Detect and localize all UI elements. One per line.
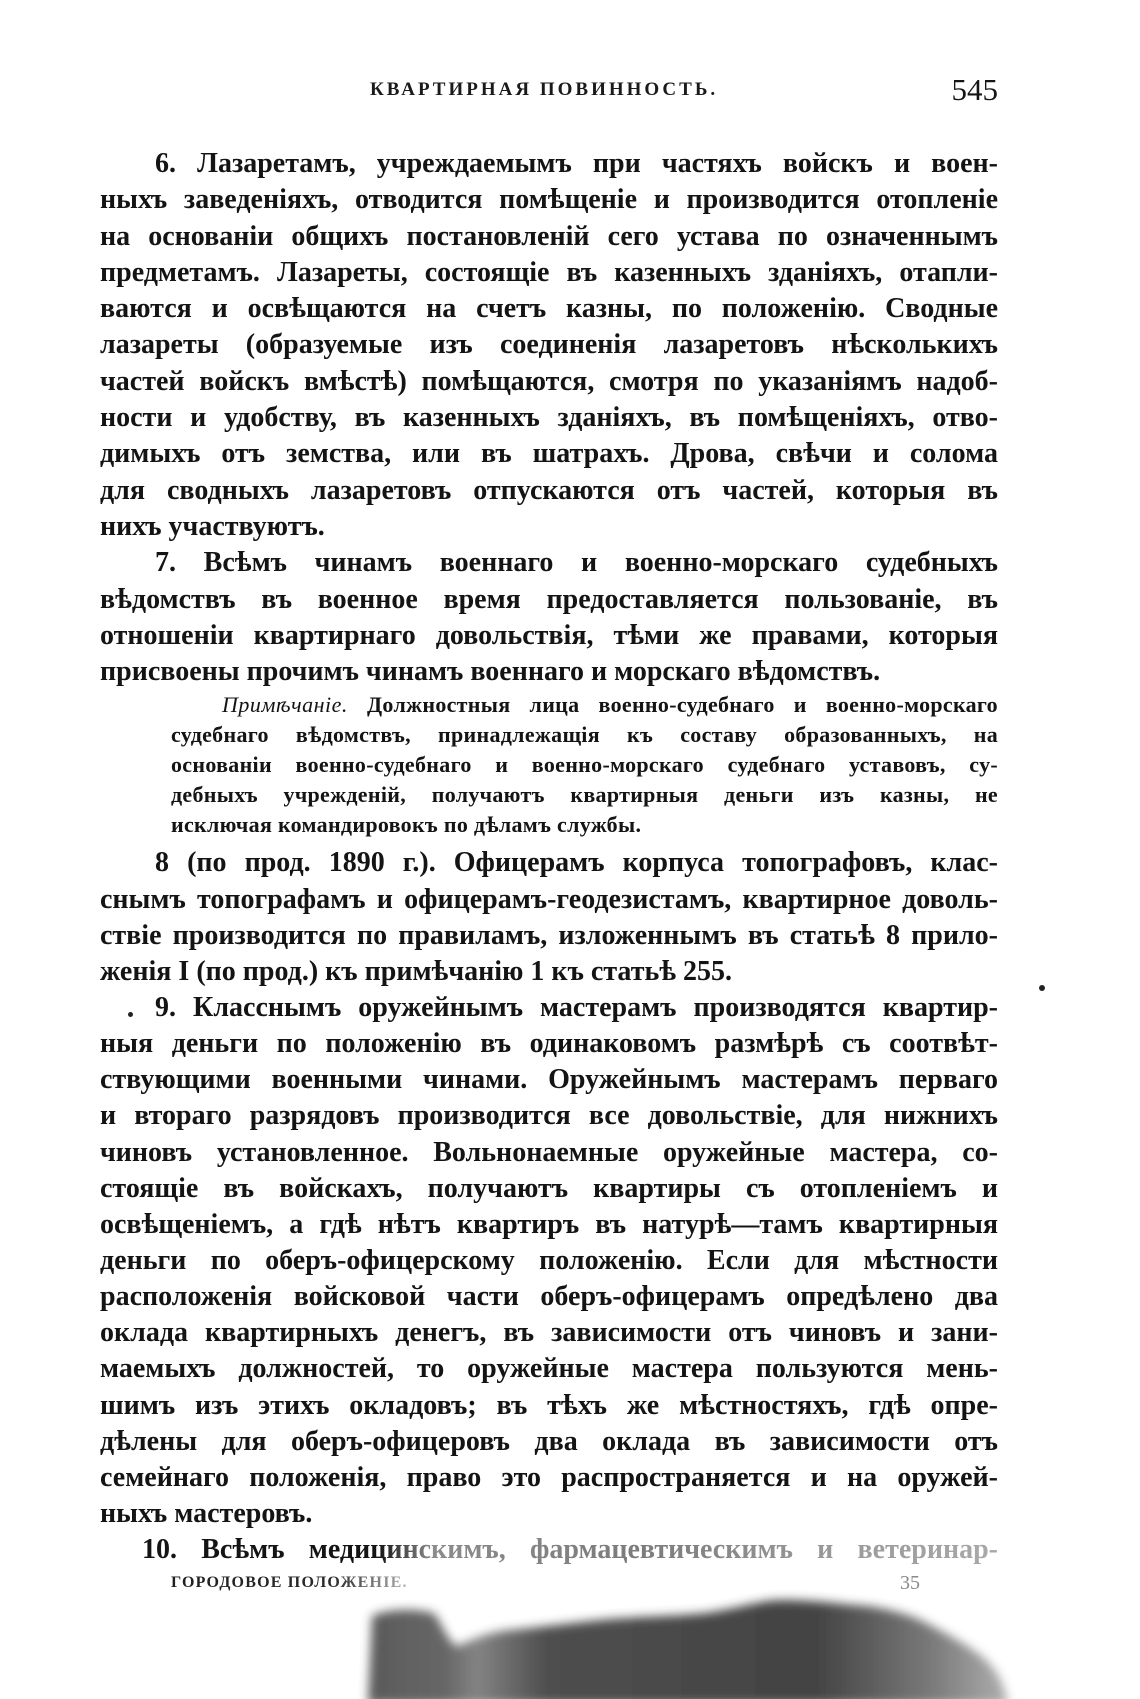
text-line: 6. Лазаретамъ, учреждаемымъ при частяхъ войскъ и воен- [155,148,998,179]
article-10 [100,1532,998,1568]
text-line: ности и удобству, въ казенныхъ зданіяхъ, въ помѣщеніяхъ, отво- [100,402,998,434]
text-line: шимъ изъ этихъ окладовъ; въ тѣхъ же мѣстностяхъ, гдѣ опре- [100,1389,998,1421]
page-number: 545 [951,72,998,107]
scan-shadow [350,1586,1030,1699]
text-line: на основаніи общихъ постановленій сего устава по означеннымъ [100,220,998,252]
article-8 [100,845,998,990]
article-7 [100,545,998,840]
text-line: для сводныхъ лазаретовъ отпускаются отъ частей, которыя въ [100,474,998,506]
text-line: и втораго разрядовъ производится все довольствіе, для нижнихъ [100,1100,998,1132]
text-line: семейнаго положенія, право это распространяется и на оружей- [100,1461,998,1493]
running-title: КВАРТИРНАЯ ПОВИННОСТЬ. [370,79,719,100]
text-line: вѣдомствъ въ военное время предоставляется пользованіе, въ [100,583,998,615]
note-line: судебнаго вѣдомствъ, принадлежащія къ составу образованныхъ, на [171,722,998,748]
text-line: расположенія войсковой части оберъ-офицерамъ опредѣлено два [100,1281,998,1313]
signature-number: 35 [900,1572,920,1594]
scan-speck [128,1012,133,1017]
text-line: 8 (по прод. 1890 г.). Офицерамъ корпуса топографовъ, клас- [155,847,998,879]
signature-title: ГОРОДОВОЕ ПОЛОЖЕНІЕ. [171,1572,408,1594]
note-label: Примѣчаніе. [222,692,348,718]
note-line: дебныхъ учрежденій, получаютъ квартирныя деньги изъ казны, не [171,782,998,808]
page-text [100,146,998,1568]
text-line: ваются и освѣщаются на счетъ казны, по положенію. Сводные [100,293,998,325]
text-line: ствующими военными чинами. Оружейнымъ мастерамъ перваго [100,1064,998,1096]
text-line: освѣщеніемъ, а гдѣ нѣтъ квартиръ въ натурѣ—тамъ квартирныя [100,1208,998,1240]
note [171,690,998,840]
text-line: 9. Класснымъ оружейнымъ мастерамъ производятся квартир- [155,992,998,1024]
text-line: дѣлены для оберъ-офицеровъ два оклада въ зависимости отъ [100,1425,998,1457]
text-line: 10. Всѣмъ медицинскимъ, фармацевтическимъ и ветеринар- [100,1532,998,1568]
text-line: отношеніи квартирнаго довольствія, тѣми же правами, которыя [100,619,998,651]
note-line: исключая командировокъ по дѣламъ службы. [171,812,642,838]
scan-shadow-shape [368,1600,1008,1699]
text-line: присвоены прочимъ чинамъ военнаго и морскаго вѣдомствъ. [100,656,881,688]
text-line: женія I (по прод.) къ примѣчанію 1 къ статьѣ 255. [100,955,733,987]
text-line: оклада квартирныхъ денегъ, въ зависимости отъ чиновъ и зани- [100,1317,998,1349]
text-line: нихъ участвуютъ. [100,510,325,542]
text-line: димыхъ отъ земства, или въ шатрахъ. Дрова, свѣчи и солома [100,438,998,470]
text-line: ствіе производится по правиламъ, изложеннымъ въ статьѣ 8 прило- [100,919,998,951]
text-line: снымъ топографамъ и офицерамъ-геодезистамъ, квартирное доволь- [100,883,998,915]
article-9 [100,990,998,1532]
text-line: лазареты (образуемые изъ соединенія лазаретовъ нѣсколькихъ [100,329,998,361]
text-line: чиновъ установленное. Вольнонаемные оружейные мастера, со- [100,1136,998,1168]
text-line: деньги по оберъ-офицерскому положенію. Если для мѣстности [100,1245,998,1276]
text-line: ныхъ мастеровъ. [100,1497,313,1529]
text-line: ныхъ заведеніяхъ, отводится помѣщеніе и производится отопленіе [100,184,998,216]
articles-8-10 [100,845,998,1568]
text-line: маемыхъ должностей, то оружейные мастера пользуются мень- [100,1353,998,1385]
text-line: частей войскъ вмѣстѣ) помѣщаются, смотря по указаніямъ надоб- [100,365,998,397]
note-line: основаніи военно-судебнаго и военно-морскаго судебнаго уставовъ, су- [171,752,998,778]
text-line: предметамъ. Лазареты, состоящіе въ казенныхъ зданіяхъ, отапли- [100,256,998,288]
text-line: ныя деньги по положенію въ одинаковомъ размѣрѣ съ соотвѣт- [100,1028,998,1060]
text-line: 7. Всѣмъ чинамъ военнаго и военно-морскаго судебныхъ [155,547,998,579]
note-line-text: Должностныя лица военно-судебнаго и военно-морскаго [367,692,998,718]
note-line [171,690,998,720]
scan-speck [1039,985,1045,991]
article-6 [100,146,998,545]
text-line: стоящіе въ войскахъ, получаютъ квартиры съ отопленіемъ и [100,1172,998,1204]
